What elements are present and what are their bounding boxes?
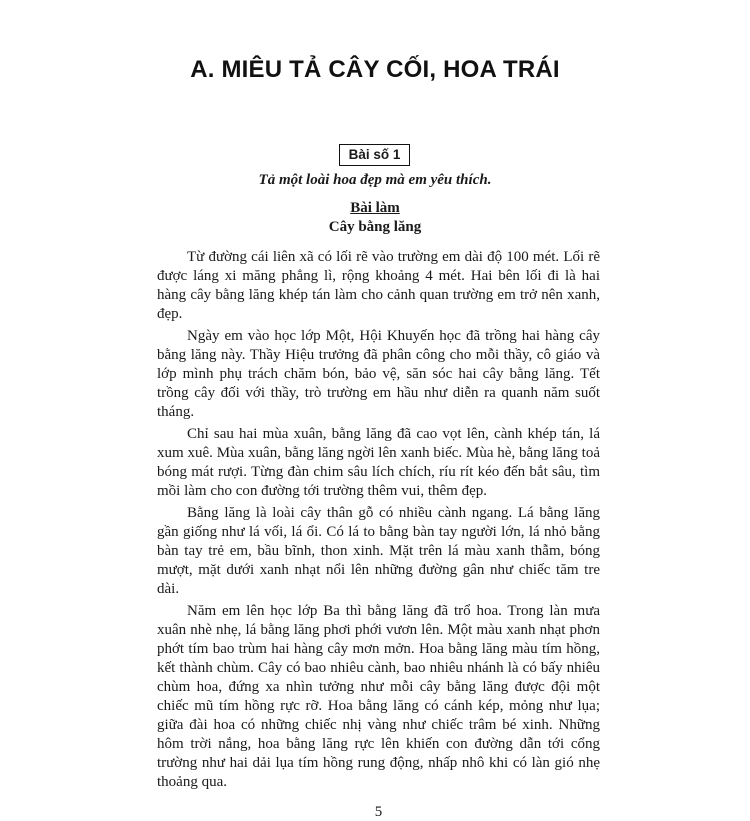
essay-body	[157, 248, 600, 795]
page-flow	[157, 248, 600, 821]
paragraph: Ngày em vào học lớp Một, Hội Khuyến học đã trồng hai hàng cây bằng lăng này. Thầy Hiệu trưởng đã phân công cho mỗi thầy, cô giáo và lớp mình phụ trách chăm bón, bảo vệ, săn sóc hai cây bằng lăng. Tết trồng cây đối với thầy, trò trường em hầu như diễn ra quanh năm suốt tháng.	[157, 328, 600, 420]
page-number: 5	[374, 804, 383, 820]
paragraph: Từ đường cái liên xã có lối rẽ vào trường em dài độ 100 mét. Lối rẽ được láng xi măng phẳng lì, rộng khoảng 4 mét. Hai bên lối đi là hai hàng cây bằng lăng khép tán làm cho cảnh quan trường em trở nên xanh, đẹp.	[157, 249, 600, 322]
paragraph: Chỉ sau hai mùa xuân, bằng lăng đã cao vọt lên, cành khép tán, lá xum xuê. Mùa xuân, bằng lăng ngời lên xanh biếc. Mùa hè, bằng lăng toả bóng mát rượi. Từng đàn chim sâu lích chích, ríu rít kéo đến bắt sâu, tìm mồi làm cho con đường tới trường thêm vui, thêm đẹp.	[157, 426, 600, 499]
paragraph: Bằng lăng là loài cây thân gỗ có nhiều cành ngang. Lá bằng lăng gần giống như lá vối, lá ổi. Có lá to bằng bàn tay người lớn, lá nhỏ bằng bàn tay trẻ em, bầu bĩnh, thon xinh. Mặt trên lá màu xanh thẫm, bóng mượt, mặt dưới xanh nhạt nổi lên những đường gân như chiếc tăm tre dài.	[157, 505, 600, 597]
section-title: A. MIÊU TẢ CÂY CỐI, HOA TRÁI	[190, 56, 560, 83]
exercise-prompt: Tả một loài hoa đẹp mà em yêu thích.	[258, 172, 492, 188]
answer-label: Bài làm	[350, 200, 400, 216]
essay-title: Cây bằng lăng	[328, 219, 422, 235]
exercise-label: Bài số 1	[339, 144, 410, 166]
answer-heading	[0, 199, 750, 217]
paragraph: Năm em lên học lớp Ba thì bằng lăng đã trổ hoa. Trong làn mưa xuân nhè nhẹ, lá bằng lăng phơi phới vươn lên. Một màu xanh nhạt phơn phớt tím bao trùm hai hàng cây mơn mởn. Hoa bằng lăng màu tím hồng, kết thành chùm. Cây có bao nhiêu cành, bao nhiêu nhánh là có bấy nhiêu chùm hoa, đứng xa nhìn tưởng như mỗi cây bằng lăng được đội một chiếc mũ tím hồng rực rỡ. Hoa bằng lăng có cánh kép, mỏng như lụa; giữa đài hoa có những chiếc nhị vàng như chiếc trâm bé xinh. Những hôm trời nắng, hoa bằng lăng rực lên khiến con đường dẫn tới cổng trường như hai dải lụa tím hồng rung động, nhấp nhô khi có làn gió nhẹ thoảng qua.	[157, 603, 600, 790]
